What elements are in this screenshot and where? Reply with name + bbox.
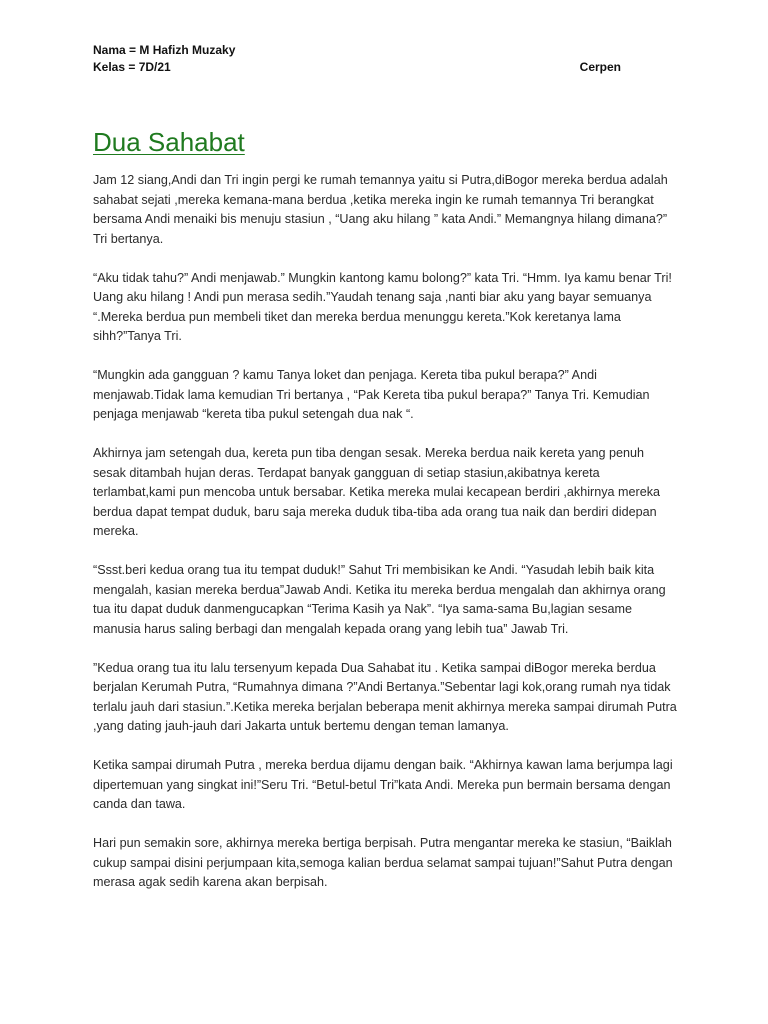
story-paragraph-1: Jam 12 siang,Andi dan Tri ingin pergi ke rumah temannya yaitu si Putra,diBogor mereka berdua adalah sahabat sejati ,mereka kemana-mana berdua ,ketika mereka ingin ke rumah temannya Tri berangkat bersama Andi menaiki bis menuju stasiun , “Uang aku hilang ” kata Andi.” Memangnya hilang dimana?” Tri bertanya.: [93, 173, 668, 246]
story-paragraph-4: Akhirnya jam setengah dua, kereta pun tiba dengan sesak. Mereka berdua naik kereta yang penuh sesak ditambah hujan deras. Terdapat banyak gangguan di setiap stasiun,akibatnya kereta terlambat,kami pun mencoba untuk bersabar. Ketika mereka mulai kecapean berdiri ,akhirnya mereka berdua dapat tempat duduk, baru saja mereka duduk tiba-tiba ada orang tua naik dan berdiri didepan mereka.: [93, 446, 661, 538]
document-header: [93, 42, 633, 76]
story-paragraph-5: “Ssst.beri kedua orang tua itu tempat duduk!” Sahut Tri membisikan ke Andi. “Yasudah lebih baik kita mengalah, kasian mereka berdua”Jawab Andi. Ketika itu mereka berdua mengalah dan akhirnya orang tua itu dapat duduk danmengucapkan “Terima Kasih ya Nak”. “Iya sama-sama Bu,lagian sesame manusia harus saling berbagi dan mengalah kepada orang yang lebih tua” Jawab Tri.: [93, 563, 666, 636]
story-paragraph-7: Ketika sampai dirumah Putra , mereka berdua dijamu dengan baik. “Akhirnya kawan lama berjumpa lagi dipertemuan yang singkat ini!”Seru Tri. “Betul-betul Tri”kata Andi. Mereka pun bermain bersama dengan canda dan tawa.: [93, 758, 673, 811]
story-body: [93, 171, 678, 912]
student-name: Nama = M Hafizh Muzaky: [93, 43, 236, 57]
story-paragraph-3: “Mungkin ada gangguan ? kamu Tanya loket dan penjaga. Kereta tiba pukul berapa?” Andi menjawab.Tidak lama kemudian Tri bertanya , “Pak Kereta tiba pukul berapa?” Tanya Tri. Kemudian penjaga menjawab “kereta tiba pukul setengah dua nak “.: [93, 368, 650, 421]
student-class: Kelas = 7D/21: [93, 60, 171, 74]
story-paragraph-6: ”Kedua orang tua itu lalu tersenyum kepada Dua Sahabat itu . Ketika sampai diBogor mereka berdua berjalan Kerumah Putra, “Rumahnya dimana ?”Andi Bertanya.”Sebentar lagi kok,orang rumah nya tidak terlalu jauh dari stasiun.”.Ketika mereka berjalan beberapa menit akhirnya mereka sampai dirumah Putra ,yang dating jauh-jauh dari Jakarta untuk bertemu dengan teman lamanya.: [93, 660, 677, 733]
story-paragraph-2: “Aku tidak tahu?” Andi menjawab.” Mungkin kantong kamu bolong?” kata Tri. “Hmm. Iya kamu benar Tri! Uang aku hilang ! Andi pun merasa sedih.”Yaudah tenang saja ,nanti biar aku yang bayar semuanya “.Mereka berdua pun membeli tiket dan mereka berdua menunggu kereta.”Kok keretanya lama sihh?”Tanya Tri.: [93, 270, 672, 343]
story-title: Dua Sahabat: [93, 127, 245, 157]
document-genre: Cerpen: [579, 60, 621, 74]
header-class-row: [93, 59, 633, 76]
header-name-row: [93, 42, 633, 59]
story-paragraph-8: Hari pun semakin sore, akhirnya mereka bertiga berpisah. Putra mengantar mereka ke stasiun, “Baiklah cukup sampai disini perjumpaan kita,semoga kalian berdua selamat sampai tujuan!”Sahut Putra dengan merasa agak sedih karena akan berpisah.: [93, 836, 673, 889]
